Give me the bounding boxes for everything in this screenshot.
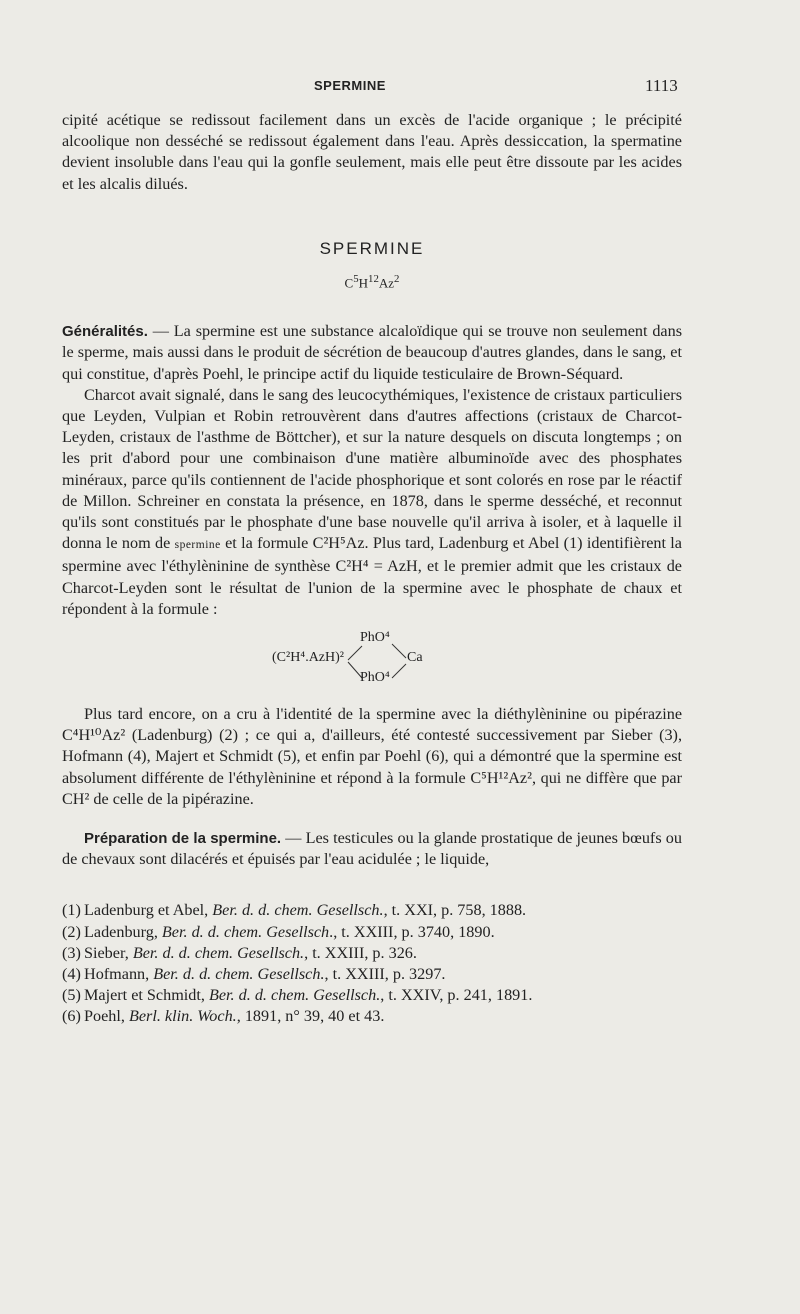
generalites-paragraph <box>62 321 682 385</box>
footnote-number: (3) <box>62 943 81 962</box>
piperazine-paragraph: Plus tard encore, on a cru à l'identité de la spermine avec la diéthylèninine ou pipérazine C⁴H¹⁰Az² (Ladenburg) (2) ; ce qui a, d'ailleurs, été contesté successivement par Sieber (3), Hofmann (4), Majert et Schmidt (5), et enfin par Poehl (6), qui a démontré que la spermine est absolument différente de l'éthylèninine et répond à la formule C⁵H¹²Az², qui ne diffère que par CH² de celle de la pipérazine. <box>62 704 682 808</box>
footnote-rest: , t. XXIII, p. 3297. <box>324 965 446 984</box>
salt-bottom: PhO⁴ <box>360 669 390 685</box>
footnote-number: (2) <box>62 922 81 941</box>
formula-part: Az <box>378 275 395 291</box>
footnotes <box>62 900 682 1027</box>
charcot-paragraph <box>62 385 682 620</box>
spermine-smallcaps: spermine <box>174 539 221 552</box>
footnote-number: (5) <box>62 986 81 1005</box>
footnote-journal: Berl. klin. Woch. <box>128 1007 237 1026</box>
footnote-journal: Ber. d. d. chem. Gesellsch. <box>132 943 305 962</box>
footnote <box>62 985 682 1006</box>
salt-calcium: Ca <box>407 649 423 665</box>
footnote-rest: , 1891, n° 39, 40 et 43. <box>236 1007 385 1026</box>
generalites-text: — La spermine est une substance alcaloïdique qui se trouve non seulement dans le sperme, mais aussi dans le produit de sécrétion de beaucoup d'autres glandes, dans le sang, et qui constitue, d'après Poehl, le principe actif du liquide testiculaire de Brown-Séquard. <box>62 322 682 383</box>
preparation-text: — Les testicules ou la glande prostatique de jeunes bœufs ou de chevaux sont dilacérés et épuisés par l'eau acidulée ; le liquide, <box>62 829 682 869</box>
charcot-text-b: et la formule C²H⁵Az. Plus tard, Ladenburg et Abel (1) identifièrent la spermine avec l'éthylèninine de synthèse C²H⁴ = AzH, et le premier admit que les cristaux de Charcot-Leyden sont le résultat de l'union de la spermine avec le phosphate de chaux et répondent à la formule : <box>62 534 682 618</box>
formula-part: H <box>358 275 369 291</box>
page-number: 1113 <box>645 76 678 95</box>
footnote-number: (6) <box>62 1007 81 1026</box>
footnote-author: Poehl, <box>84 1007 129 1026</box>
preparation-paragraph <box>62 828 682 870</box>
section-title: SPERMINE <box>319 238 425 258</box>
formula-sub: 2 <box>394 272 400 285</box>
footnote-author: Ladenburg, <box>84 922 162 941</box>
footnote <box>62 1006 682 1027</box>
footnote <box>62 964 682 985</box>
footnote-number: (1) <box>62 901 81 920</box>
footnote-author: Ladenburg et Abel, <box>84 901 213 920</box>
salt-top: PhO⁴ <box>360 629 390 645</box>
section-formula <box>62 273 682 291</box>
footnote-number: (4) <box>62 965 81 984</box>
footnote-rest: , t. XXI, p. 758, 1888. <box>383 901 527 920</box>
footnote-author: Hofmann, <box>84 965 154 984</box>
page-body <box>62 110 682 1028</box>
charcot-text-a: Charcot avait signalé, dans le sang des leucocythémiques, l'existence de cristaux particuliers que Leyden, Vulpian et Robin retrouvèrent dans d'autres affections (cristaux de Charcot-Leyden, cristaux de l'asthme de Böttcher), et sur la nature desquels on discuta longtemps ; on les prit d'abord pour une combinaison d'une matière albuminoïde avec des phosphates minéraux, parce qu'ils contiennent de l'acide phosphorique et sont colorés en rose par le réactif de Millon. Schreiner en constata la présence, en 1878, dans le sperme desséché, et reconnut qu'ils sont constitués par le phosphate d'une base nouvelle qu'il arriva à isoler, et à laquelle il donna le nom de <box>62 385 682 553</box>
footnote-rest: ., t. XXIII, p. 3740, 1890. <box>329 922 495 941</box>
footnote-journal: Ber. d. d. chem. Gesellsch. <box>212 901 384 920</box>
footnote-rest: , t. XXIV, p. 241, 1891. <box>380 986 533 1005</box>
footnote-rest: , t. XXIII, p. 326. <box>304 943 417 962</box>
salt-formula <box>62 620 682 704</box>
salt-lhs: (C²H⁴.AzH)² <box>272 649 344 665</box>
formula-sub: 12 <box>368 272 379 285</box>
footnote <box>62 943 682 964</box>
footnote-journal: Ber. d. d. chem. Gesellsch <box>161 922 330 941</box>
formula-sub: 5 <box>353 272 359 285</box>
running-title: SPERMINE <box>314 78 386 93</box>
footnote-author: Sieber, <box>84 943 133 962</box>
generalites-lead: Généralités. <box>62 323 148 341</box>
footnote-author: Majert et Schmidt, <box>84 986 209 1005</box>
footnote <box>62 922 682 943</box>
footnote-journal: Ber. d. d. chem. Gesellsch. <box>208 986 381 1005</box>
footnote-journal: Ber. d. d. chem. Gesellsch. <box>153 965 325 984</box>
preparation-lead: Préparation de la spermine. <box>84 830 282 847</box>
formula-part: C <box>344 275 354 291</box>
footnote <box>62 900 682 921</box>
intro-paragraph: cipité acétique se redissout facilement dans un excès de l'acide organique ; le précipité alcoolique non desséché se redissout également dans l'eau. Après dessiccation, la spermatine devient insoluble dans l'eau qui la gonfle seulement, mais elle peut être dissoute par les acides et les alcalis dilués. <box>62 111 682 193</box>
page-header <box>0 76 800 100</box>
